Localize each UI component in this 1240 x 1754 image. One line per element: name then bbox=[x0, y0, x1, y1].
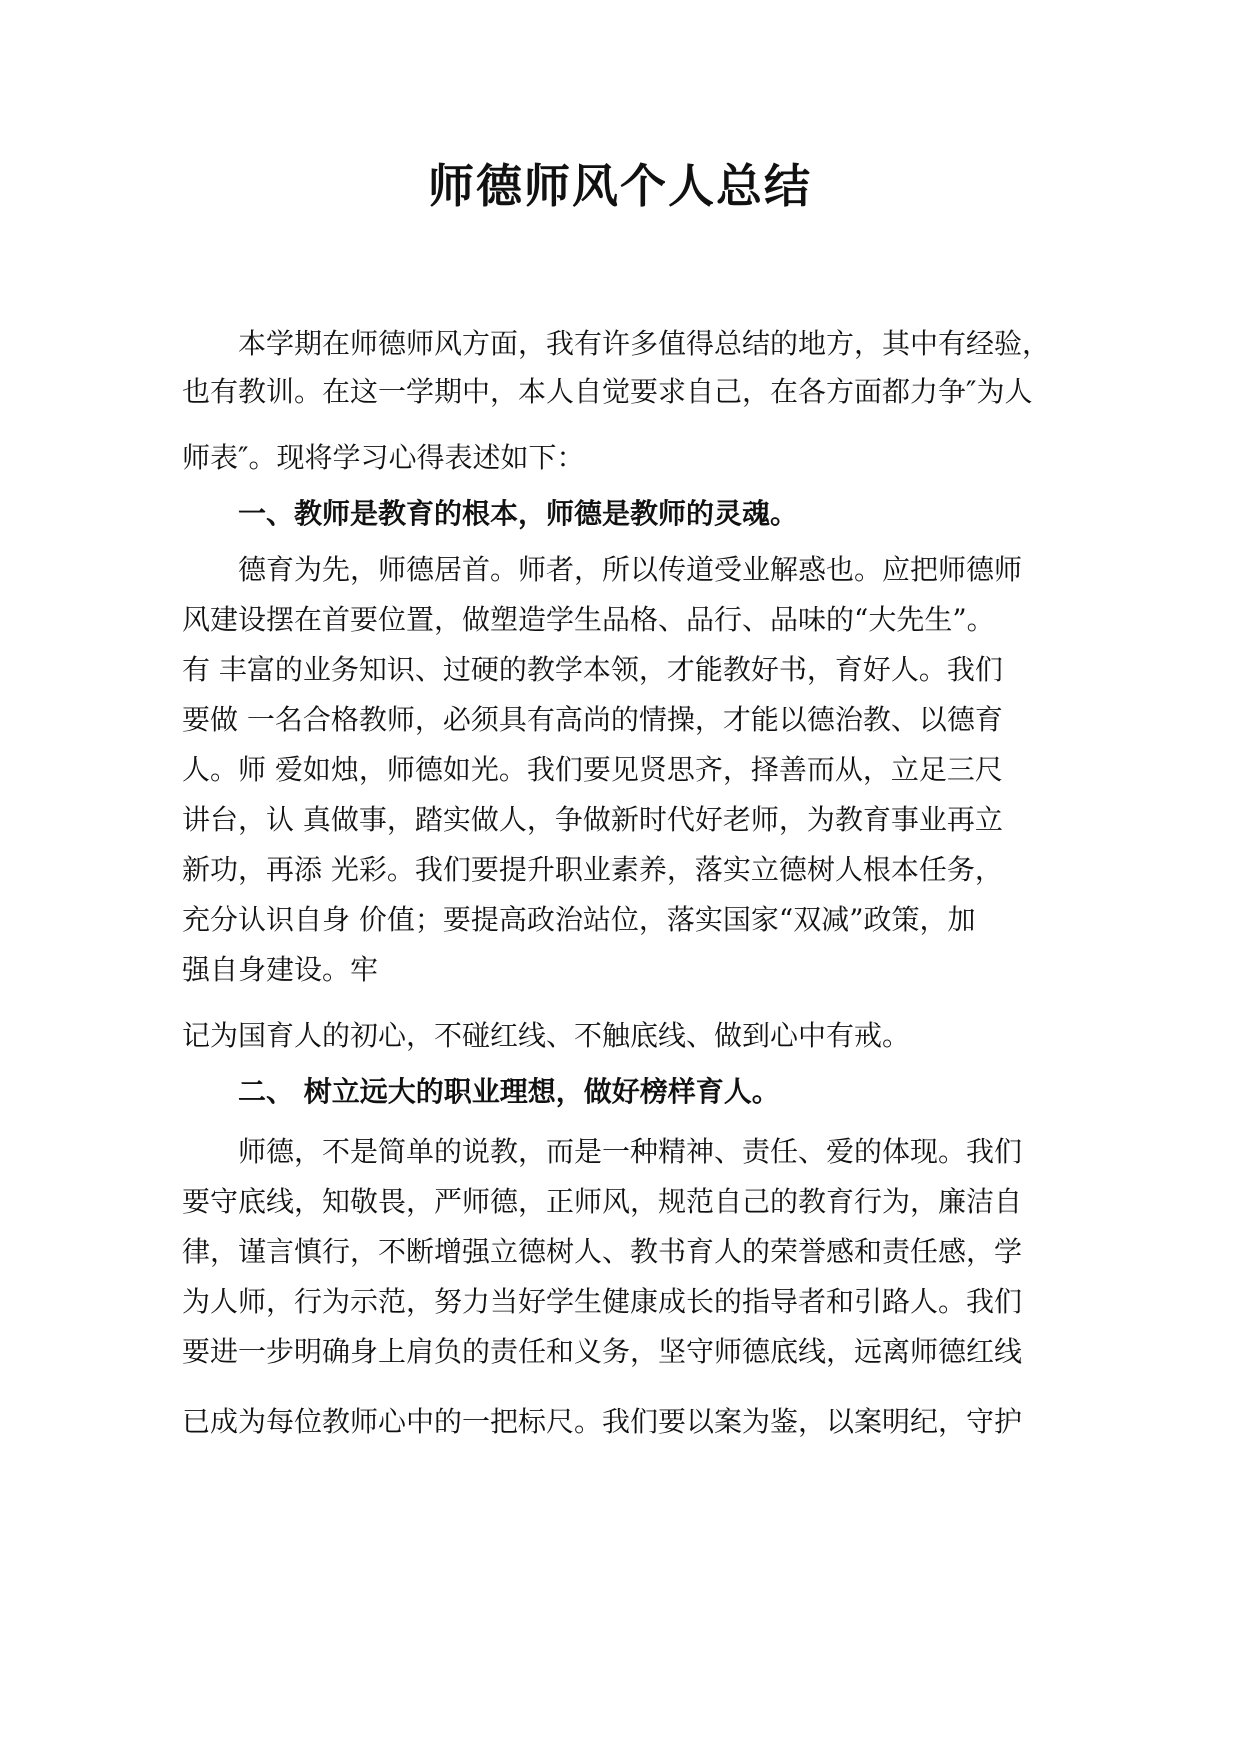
intro-line-2: 也有教训。在这一学期中，本人自觉要求自己，在各方面都力争″为人 bbox=[182, 375, 1033, 408]
section-1-line-2: 风建设摆在首要位置，做塑造学生品格、品行、品味的“大先生”。 bbox=[182, 603, 995, 636]
section-1-line-3: 有 丰富的业务知识、过硬的教学本领，才能教好书，育好人。我们 bbox=[182, 653, 1003, 686]
section-2-line-1: 师德，不是简单的说教，而是一种精神、责任、爱的体现。我们 bbox=[238, 1135, 1023, 1168]
section-1-line-1: 德育为先，师德居首。师者，所以传道受业解惑也。应把师德师 bbox=[238, 553, 1023, 586]
section-2-line-3: 律，谨言慎行，不断增强立德树人、教书育人的荣誉感和责任感，学 bbox=[182, 1235, 1023, 1268]
section-1-tail-line: 记为国育人的初心，不碰红线、不触底线、做到心中有戒。 bbox=[182, 1019, 911, 1052]
section-2-line-5: 要进一步明确身上肩负的责任和义务，坚守师德底线，远离师德红线 bbox=[182, 1335, 1023, 1368]
intro-line-1: 本学期在师德师风方面，我有许多值得总结的地方，其中有经验， bbox=[238, 327, 1051, 360]
section-2-line-2: 要守底线，知敬畏，严师德，正师风，规范自己的教育行为，廉洁自 bbox=[182, 1185, 1023, 1218]
section-1-line-9: 强自身建设。牢 bbox=[182, 953, 379, 986]
section-1-heading: 一、教师是教育的根本，师德是教师的灵魂。 bbox=[238, 497, 799, 530]
section-1-line-7: 新功，再添 光彩。我们要提升职业素养，落实立德树人根本任务， bbox=[182, 853, 1003, 886]
section-2-heading: 二、 树立远大的职业理想，做好榜样育人。 bbox=[238, 1075, 780, 1108]
section-2-tail-line: 已成为每位教师心中的一把标尺。我们要以案为鉴，以案明纪，守护 bbox=[182, 1405, 1023, 1438]
section-1-line-8: 充分认识自身 价值；要提高政治站位，落实国家“双减”政策，加 bbox=[182, 903, 976, 936]
intro-line-3: 师表″。现将学习心得表述如下： bbox=[182, 441, 585, 474]
section-1-line-6: 讲台，认 真做事，踏实做人，争做新时代好老师，为教育事业再立 bbox=[182, 803, 1003, 836]
document-title: 师德师风个人总结 bbox=[428, 159, 812, 213]
section-1-line-5: 人。师 爱如烛，师德如光。我们要见贤思齐，择善而从，立足三尺 bbox=[182, 753, 1003, 786]
section-1-line-4: 要做 一名合格教师，必须具有高尚的情操，才能以德治教、以德育 bbox=[182, 703, 1003, 736]
section-2-line-4: 为人师，行为示范，努力当好学生健康成长的指导者和引路人。我们 bbox=[182, 1285, 1023, 1318]
